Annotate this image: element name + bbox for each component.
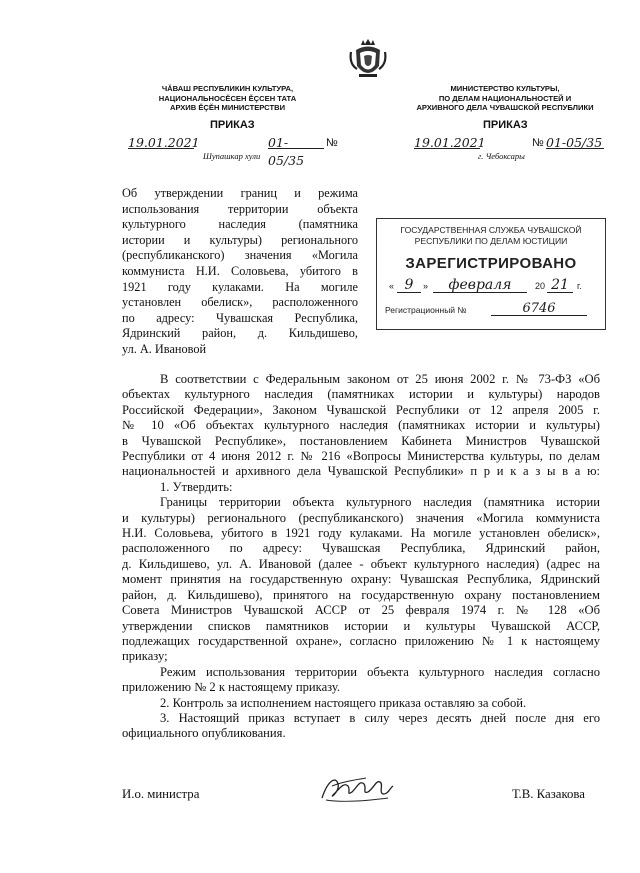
header-right-line-1: МИНИСТЕРСТВО КУЛЬТУРЫ, (450, 84, 560, 93)
stamp-year-prefix: 20 (535, 281, 546, 291)
handwritten-date-right: 19.01.2021 (414, 135, 486, 150)
body-line: 1. Утвердить: (160, 479, 233, 494)
body-line: Республики от 4 июня 2012 г. № 216 «Вопросы Министерства культуры, по делам (122, 449, 600, 464)
title-line: по адресу: Чувашская Республика, (122, 310, 358, 325)
stamp-regnum-field (491, 301, 587, 316)
chuvash-emblem-icon (348, 38, 388, 82)
title-line: Ядринский район, д. Кильдишево, (122, 326, 358, 341)
order-body (122, 372, 600, 742)
signatory-name: Т.В. Казакова (512, 787, 585, 801)
stamp-quote-close: » (423, 281, 429, 291)
handwritten-date-left: 19.01.2021 (128, 135, 200, 150)
header-left-ministry-chuvash (120, 84, 335, 113)
stamp-regnum-label: Регистрационный № (385, 305, 467, 315)
title-line: истории и культуры) регионального (122, 232, 358, 247)
body-line: Совета Министров Чувашской АССР от 25 февраля 1974 г. № 128 «Об (122, 603, 600, 618)
stamp-day-field (397, 277, 421, 293)
city-right: г. Чебоксары (478, 151, 525, 161)
stamp-day: 9 (404, 277, 414, 293)
body-line: национальностей и архивного дела Чувашской Республики» п р и к а з ы в а ю: (122, 464, 600, 479)
stamp-regnum-row (385, 301, 597, 316)
handwritten-number-right: 01-05/35 (546, 135, 603, 150)
prikaz-title-left: ПРИКАЗ (210, 119, 255, 131)
body-line: д. Кильдишево, ул. А. Ивановой (далее - объект культурного наследия) (адрес на (122, 556, 600, 571)
stamp-agency (377, 225, 605, 247)
title-line: ул. А. Ивановой (122, 341, 207, 356)
body-line: Режим использования территории объекта культурного наследия согласно (160, 664, 600, 679)
stamp-agency-line-1: ГОСУДАРСТВЕННАЯ СЛУЖБА ЧУВАШСКОЙ (400, 225, 582, 235)
header-right-line-3: АРХИВНОГО ДЕЛА ЧУВАШСКОЙ РЕСПУБЛИКИ (416, 103, 594, 112)
stamp-quote-open: « (389, 281, 395, 291)
stamp-month: февраля (448, 277, 512, 293)
body-line: район, д. Кильдишево), принятого на государственную охрану постановлением (122, 587, 600, 602)
body-line: приложению № 2 к настоящему приказу. (122, 680, 341, 695)
body-line: Границы территории объекта культурного наследия (памятника истории (160, 495, 600, 510)
body-line: и культуры) регионального (республиканского) значения «Могила коммуниста (122, 510, 600, 525)
title-line: культурного наследия (памятника (122, 217, 358, 232)
body-line: утверждении списков памятников истории и культуры Чувашской АССР, (122, 618, 600, 633)
header-left-line-3: АРХИВ ĔÇĔН МИНИСТЕРСТВИ (169, 103, 286, 112)
body-line: В соответствии с Федеральным законом от 25 июня 2002 г. № 73-ФЗ «Об (160, 372, 600, 386)
body-line: Н.И. Соловьева, убитого в 1921 году кулаками. На могиле установлен обелиск», (122, 526, 600, 541)
header-left-line-1: ЧӐВАШ РЕСПУБЛИКИН КУЛЬТУРА, (161, 84, 294, 93)
prikaz-title-right: ПРИКАЗ (483, 119, 528, 131)
number-sign-right: № (532, 137, 544, 149)
number-sign-left: № (326, 137, 338, 149)
stamp-year-unit: г. (577, 281, 582, 291)
title-line: Об утверждении границ и режима (122, 186, 358, 200)
number-line-left (268, 134, 324, 168)
body-line: расположенного по адресу: Чувашская Республика, Ядринский район, (122, 541, 600, 556)
date-line-right (414, 134, 486, 150)
stamp-date (385, 277, 597, 297)
order-title (122, 186, 358, 358)
registration-stamp (376, 218, 606, 330)
stamp-regnum: 6746 (522, 301, 556, 316)
body-line: официального опубликования. (122, 726, 286, 741)
title-line: (республиканского) значения «Могила (122, 248, 358, 263)
body-line: в Чувашской Республике», постановлением Кабинета Министров Чувашской (122, 433, 600, 448)
header-left-line-2: НАЦИОНАЛЬНОСĔСЕН ĔÇСЕН ТАТА (158, 93, 297, 103)
body-line: приказу; (122, 649, 168, 664)
title-line: 1921 году кулаками. На могиле (122, 279, 358, 294)
stamp-registered: ЗАРЕГИСТРИРОВАНО (405, 255, 577, 272)
number-line-right (546, 134, 604, 149)
body-line: момент принятия на государственную охрану: Чувашская Республика, Ядринский (122, 572, 600, 587)
stamp-year-field (547, 277, 573, 293)
header-right-line-2: ПО ДЕЛАМ НАЦИОНАЛЬНОСТЕЙ И (438, 93, 572, 103)
body-line: 3. Настоящий приказ вступает в силу через десять дней после дня его (160, 710, 600, 725)
handwritten-number-left: 01-05/35 (268, 135, 305, 168)
body-line: подлежащих государственной охране», согласно приложению № 1 к настоящему (122, 633, 600, 648)
stamp-month-field (433, 277, 527, 293)
header-right-ministry-russian (390, 84, 620, 113)
signatory-position: И.о. министра (122, 787, 200, 801)
body-line: 2. Контроль за исполнением настоящего приказа оставляю за собой. (160, 695, 527, 710)
title-line: установлен обелиск», расположенного (122, 295, 358, 310)
title-line: использования территории объекта (122, 201, 358, 216)
body-line: № 10 «Об объектах культурного наследия (памятниках истории и культуры) (122, 418, 600, 433)
stamp-year-suffix: 21 (551, 277, 569, 293)
handwritten-signature-icon (318, 772, 396, 806)
body-line: объектах культурного наследия (памятниках истории и культуры) народов (122, 387, 600, 402)
body-line: Российской Федерации», Законом Чувашской Республики от 12 апреля 2005 г. (122, 402, 600, 417)
title-line: коммуниста Н.И. Соловьева, убитого в (122, 263, 358, 278)
city-left: Шупашкар хули (203, 151, 261, 161)
stamp-agency-line-2: РЕСПУБЛИКИ ПО ДЕЛАМ ЮСТИЦИИ (414, 236, 568, 246)
date-line-left (128, 134, 200, 150)
